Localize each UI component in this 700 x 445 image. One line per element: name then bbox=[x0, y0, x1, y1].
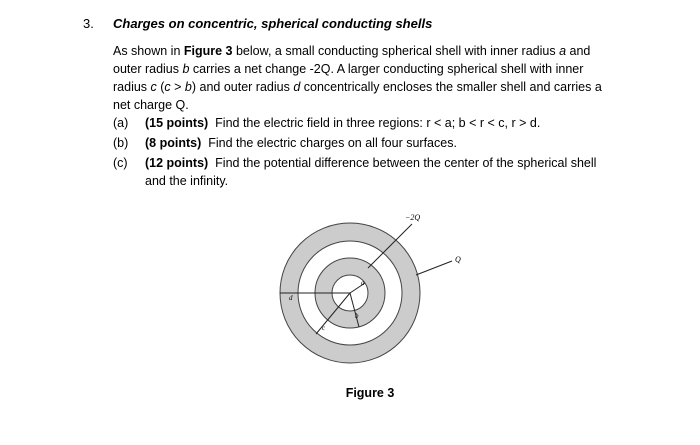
label-charge-outer: Q bbox=[455, 255, 461, 264]
part-c-continuation: and the infinity. bbox=[145, 174, 229, 188]
label-radius-c: c bbox=[322, 324, 326, 332]
part-c: (c) (12 points) Find the potential difference between the center of the spherical shell bbox=[113, 156, 597, 170]
label-radius-a: a bbox=[361, 279, 365, 287]
intro-line-2: outer radius b carries a net change -2Q. A larger conducting spherical shell with inner bbox=[113, 62, 584, 76]
intro-line-1: As shown in Figure 3 below, a small conducting spherical shell with inner radius a and bbox=[113, 44, 591, 58]
part-b: (b) (8 points) Find the electric charges on all four surfaces. bbox=[113, 136, 457, 150]
intro-line-4: net charge Q. bbox=[113, 98, 189, 112]
question-title: Charges on concentric, spherical conducting shells bbox=[113, 16, 433, 31]
intro-line-3: radius c (c > b) and outer radius d concentrically encloses the smaller shell and carries a bbox=[113, 80, 602, 94]
charge-outer-leader bbox=[416, 261, 452, 275]
label-radius-d: d bbox=[289, 294, 293, 302]
label-charge-inner: −2Q bbox=[405, 213, 421, 222]
figure-caption: Figure 3 bbox=[345, 386, 395, 400]
part-a: (a) (15 points) Find the electric field in three regions: r < a; b < r < c, r > d. bbox=[113, 116, 541, 130]
question-number: 3. bbox=[83, 16, 94, 31]
label-radius-b: b bbox=[355, 312, 359, 320]
figure-ref: Figure 3 bbox=[183, 44, 233, 58]
